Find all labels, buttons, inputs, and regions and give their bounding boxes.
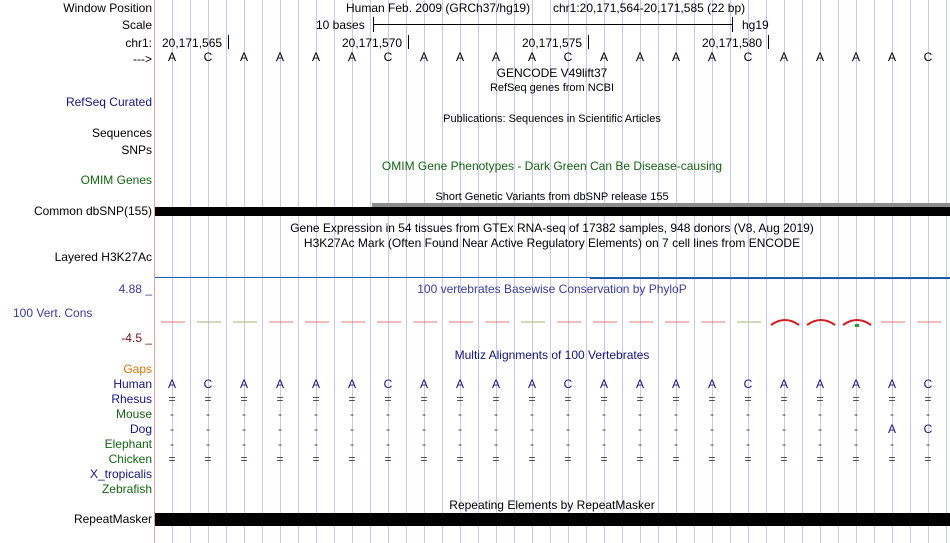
alignment-base: - bbox=[422, 437, 426, 451]
alignment-base: - bbox=[494, 422, 498, 436]
alignment-base: - bbox=[926, 437, 930, 451]
species-label-human[interactable]: Human bbox=[113, 377, 152, 391]
alignment-base: = bbox=[672, 392, 680, 406]
strand-label: ---> bbox=[133, 52, 152, 66]
alignment-base: = bbox=[564, 452, 572, 466]
alignment-base: = bbox=[456, 452, 464, 466]
sequence-base: A bbox=[455, 50, 464, 64]
alignment-base: A bbox=[671, 377, 680, 391]
alignment-base: = bbox=[384, 452, 392, 466]
grid-line bbox=[910, 0, 911, 543]
layered-h3k27ac-label[interactable]: Layered H3K27Ac bbox=[54, 250, 152, 264]
alignment-base: - bbox=[170, 437, 174, 451]
alignment-base: = bbox=[780, 452, 788, 466]
repeatmasker-bar[interactable] bbox=[155, 513, 950, 526]
alignment-base: A bbox=[239, 377, 248, 391]
alignment-base: C bbox=[923, 377, 933, 391]
alignment-base: - bbox=[170, 407, 174, 421]
alignment-base: - bbox=[602, 437, 606, 451]
alignment-base: - bbox=[782, 422, 786, 436]
grid-line bbox=[334, 0, 335, 543]
species-label-dog[interactable]: Dog bbox=[129, 422, 152, 436]
scale-bar bbox=[373, 24, 733, 25]
alignment-base: A bbox=[275, 377, 284, 391]
coord-1: 20,171,565 bbox=[162, 36, 223, 50]
alignment-base: = bbox=[528, 392, 536, 406]
alignment-base: = bbox=[528, 452, 536, 466]
alignment-base: = bbox=[564, 392, 572, 406]
alignment-base: = bbox=[456, 392, 464, 406]
sequence-base: A bbox=[779, 50, 788, 64]
alignment-base: = bbox=[420, 392, 428, 406]
phylop-peak bbox=[807, 320, 835, 325]
alignment-base: = bbox=[312, 392, 320, 406]
alignment-base: A bbox=[311, 377, 320, 391]
alignment-base: - bbox=[566, 407, 570, 421]
alignment-base: A bbox=[779, 377, 788, 391]
gaps-label[interactable]: Gaps bbox=[123, 362, 152, 376]
species-label-elephant[interactable]: Elephant bbox=[104, 437, 152, 451]
grid-line bbox=[874, 0, 875, 543]
sequence-base: A bbox=[635, 50, 644, 64]
sequence-base: C bbox=[203, 50, 213, 64]
alignment-base: = bbox=[744, 452, 752, 466]
grid-line bbox=[946, 0, 947, 543]
alignment-base: C bbox=[563, 377, 573, 391]
alignment-base: = bbox=[204, 392, 212, 406]
sequence-base: A bbox=[275, 50, 284, 64]
alignment-base: - bbox=[206, 422, 210, 436]
alignment-base: - bbox=[206, 407, 210, 421]
alignment-base: A bbox=[491, 377, 500, 391]
alignment-base: - bbox=[530, 437, 534, 451]
alignment-base: - bbox=[242, 437, 246, 451]
grid-line bbox=[838, 0, 839, 543]
alignment-base: A bbox=[887, 422, 896, 436]
chrom-label: chr1: bbox=[125, 36, 152, 50]
alignment-base: = bbox=[888, 452, 896, 466]
multiz-title[interactable]: Multiz Alignments of 100 Vertebrates bbox=[454, 348, 650, 362]
alignment-base: - bbox=[458, 437, 462, 451]
alignment-base: C bbox=[923, 422, 933, 436]
sequence-base: A bbox=[671, 50, 680, 64]
alignment-base: - bbox=[710, 437, 714, 451]
species-label-chicken[interactable]: Chicken bbox=[108, 452, 152, 466]
alignment-base: - bbox=[458, 407, 462, 421]
alignment-base: = bbox=[672, 452, 680, 466]
assembly-text: Human Feb. 2009 (GRCh37/hg19) bbox=[346, 1, 531, 15]
sequence-base: A bbox=[815, 50, 824, 64]
sequence-base: A bbox=[707, 50, 716, 64]
alignment-base: = bbox=[924, 392, 932, 406]
sequence-base: A bbox=[419, 50, 428, 64]
phylop-signal bbox=[155, 312, 950, 332]
alignment-base: - bbox=[494, 407, 498, 421]
alignment-base: = bbox=[780, 392, 788, 406]
omim-title[interactable]: OMIM Gene Phenotypes - Dark Green Can Be Disease-causing bbox=[381, 159, 723, 173]
alignment-base: - bbox=[710, 422, 714, 436]
alignment-base: = bbox=[204, 452, 212, 466]
alignment-base: - bbox=[674, 422, 678, 436]
alignment-base: A bbox=[851, 377, 860, 391]
dbsnp-title[interactable]: Short Genetic Variants from dbSNP release 155 bbox=[435, 191, 669, 203]
alignment-base: A bbox=[599, 377, 608, 391]
gtex-title[interactable]: Gene Expression in 54 tissues from GTEx RNA-seq of 17382 samples, 948 donors (V8, Aug 2019) bbox=[290, 221, 814, 235]
coord-3-tick bbox=[588, 35, 589, 49]
sequence-base: A bbox=[239, 50, 248, 64]
coord-3: 20,171,575 bbox=[522, 36, 583, 50]
repeatmasker-label[interactable]: RepeatMasker bbox=[73, 512, 152, 526]
sequence-base: C bbox=[743, 50, 753, 64]
alignment-base: - bbox=[278, 422, 282, 436]
alignment-base: C bbox=[743, 377, 753, 391]
alignment-base: - bbox=[386, 437, 390, 451]
phylop-title[interactable]: 100 vertebrates Basewise Conservation by PhyloP bbox=[417, 282, 687, 296]
scale-text: 10 bases bbox=[316, 18, 365, 32]
alignment-base: - bbox=[818, 437, 822, 451]
alignment-base: - bbox=[782, 407, 786, 421]
alignment-base: = bbox=[852, 392, 860, 406]
alignment-base: A bbox=[527, 377, 536, 391]
species-label-x_tropicalis[interactable]: X_tropicalis bbox=[89, 467, 152, 481]
alignment-base: - bbox=[494, 437, 498, 451]
sequence-base: C bbox=[563, 50, 573, 64]
grid-line bbox=[226, 0, 227, 543]
image-left-border bbox=[154, 0, 155, 543]
sequence-base: C bbox=[923, 50, 933, 64]
alignment-base: - bbox=[782, 437, 786, 451]
scale-label: Scale bbox=[121, 18, 152, 32]
h3k27-title[interactable]: H3K27Ac Mark (Often Found Near Active Regulatory Elements) on 7 cell lines from ENCODE bbox=[303, 236, 801, 250]
species-label-zebrafish[interactable]: Zebrafish bbox=[101, 482, 152, 496]
sequence-base: A bbox=[527, 50, 536, 64]
alignment-base: - bbox=[566, 437, 570, 451]
alignment-base: - bbox=[566, 422, 570, 436]
alignment-base: = bbox=[276, 452, 284, 466]
grid-line bbox=[370, 0, 371, 543]
sequence-base: A bbox=[491, 50, 500, 64]
sequence-base: A bbox=[851, 50, 860, 64]
alignment-base: = bbox=[312, 452, 320, 466]
alignment-base: A bbox=[707, 377, 716, 391]
alignment-base: C bbox=[383, 377, 393, 391]
alignment-base: - bbox=[422, 422, 426, 436]
alignment-base: - bbox=[890, 437, 894, 451]
alignment-base: = bbox=[420, 452, 428, 466]
alignment-base: A bbox=[419, 377, 428, 391]
species-label-mouse[interactable]: Mouse bbox=[115, 407, 152, 421]
alignment-base: = bbox=[708, 392, 716, 406]
sequence-base: C bbox=[383, 50, 393, 64]
alignment-base: - bbox=[746, 437, 750, 451]
alignment-base: - bbox=[242, 407, 246, 421]
scale-bar-right-tick bbox=[732, 17, 733, 32]
alignment-base: = bbox=[600, 392, 608, 406]
alignment-base: - bbox=[602, 422, 606, 436]
alignment-base: - bbox=[314, 407, 318, 421]
alignment-base: A bbox=[815, 377, 824, 391]
grid-line bbox=[298, 0, 299, 543]
alignment-base: - bbox=[674, 437, 678, 451]
alignment-base: = bbox=[384, 392, 392, 406]
alignment-base: = bbox=[240, 392, 248, 406]
common-dbsnp-label[interactable]: Common dbSNP(155) bbox=[33, 204, 152, 218]
grid-line bbox=[802, 0, 803, 543]
sequence-base: A bbox=[347, 50, 356, 64]
alignment-base: - bbox=[638, 437, 642, 451]
grid-line bbox=[478, 0, 479, 543]
alignment-base: = bbox=[852, 452, 860, 466]
position-text: chr1:20,171,564-20,171,585 (22 bp) bbox=[553, 1, 746, 15]
coord-2-tick bbox=[408, 35, 409, 49]
alignment-base: = bbox=[168, 392, 176, 406]
alignment-base: - bbox=[674, 407, 678, 421]
phylop-peak bbox=[771, 320, 799, 325]
refseq-title[interactable]: RefSeq genes from NCBI bbox=[489, 82, 615, 94]
snps-label[interactable]: SNPs bbox=[121, 143, 152, 157]
alignment-base: - bbox=[458, 422, 462, 436]
publications-title[interactable]: Publications: Sequences in Scientific Articles bbox=[443, 113, 661, 125]
alignment-base: A bbox=[635, 377, 644, 391]
grid-line bbox=[730, 0, 731, 543]
alignment-base: A bbox=[887, 377, 896, 391]
alignment-base: - bbox=[278, 407, 282, 421]
alignment-base: - bbox=[350, 407, 354, 421]
species-label-rhesus[interactable]: Rhesus bbox=[111, 392, 152, 406]
alignment-base: = bbox=[816, 452, 824, 466]
alignment-base: A bbox=[167, 377, 176, 391]
db-text: hg19 bbox=[742, 18, 769, 32]
alignment-base: = bbox=[492, 392, 500, 406]
alignment-base: - bbox=[602, 407, 606, 421]
alignment-base: - bbox=[854, 437, 858, 451]
alignment-base: = bbox=[348, 392, 356, 406]
alignment-base: A bbox=[347, 377, 356, 391]
alignment-base: - bbox=[854, 422, 858, 436]
phylop-dot bbox=[855, 324, 859, 327]
alignment-base: = bbox=[888, 392, 896, 406]
alignment-base: = bbox=[636, 452, 644, 466]
alignment-base: C bbox=[203, 377, 213, 391]
coord-4-tick bbox=[768, 35, 769, 49]
grid-line bbox=[442, 0, 443, 543]
coord-2: 20,171,570 bbox=[342, 36, 403, 50]
alignment-base: - bbox=[386, 407, 390, 421]
coord-1-tick bbox=[228, 35, 229, 49]
alignment-base: - bbox=[530, 422, 534, 436]
alignment-base: = bbox=[276, 392, 284, 406]
alignment-base: = bbox=[924, 452, 932, 466]
window-position-label: Window Position bbox=[63, 1, 152, 15]
alignment-base: - bbox=[746, 407, 750, 421]
alignment-base: - bbox=[350, 422, 354, 436]
alignment-base: - bbox=[710, 407, 714, 421]
sequence-base: A bbox=[599, 50, 608, 64]
h3k27ac-signal-2 bbox=[590, 278, 950, 279]
sequences-label[interactable]: Sequences bbox=[91, 126, 152, 140]
cons-min-label: -4.5 _ bbox=[121, 331, 152, 345]
dbsnp-bar-gray[interactable] bbox=[372, 203, 950, 207]
alignment-base: - bbox=[170, 422, 174, 436]
alignment-base: - bbox=[818, 422, 822, 436]
grid-line bbox=[694, 0, 695, 543]
alignment-base: = bbox=[636, 392, 644, 406]
alignment-base: - bbox=[530, 407, 534, 421]
grid-line bbox=[622, 0, 623, 543]
grid-line bbox=[766, 0, 767, 543]
alignment-base: A bbox=[455, 377, 464, 391]
alignment-base: - bbox=[314, 437, 318, 451]
alignment-base: - bbox=[890, 407, 894, 421]
dbsnp-bar[interactable] bbox=[155, 207, 950, 216]
vert-cons-label[interactable]: 100 Vert. Cons bbox=[13, 306, 93, 320]
alignment-base: - bbox=[242, 422, 246, 436]
alignment-base: - bbox=[638, 407, 642, 421]
coord-4: 20,171,580 bbox=[702, 36, 763, 50]
alignment-base: - bbox=[854, 407, 858, 421]
alignment-base: = bbox=[816, 392, 824, 406]
refseq-curated-label[interactable]: RefSeq Curated bbox=[65, 95, 152, 109]
alignment-base: = bbox=[492, 452, 500, 466]
alignment-base: - bbox=[422, 407, 426, 421]
alignment-base: - bbox=[314, 422, 318, 436]
alignment-base: = bbox=[168, 452, 176, 466]
gencode-title[interactable]: GENCODE V49lift37 bbox=[496, 66, 608, 80]
alignment-base: - bbox=[746, 422, 750, 436]
sequence-base: A bbox=[311, 50, 320, 64]
cons-max-label: 4.88 _ bbox=[118, 282, 152, 296]
alignment-base: = bbox=[240, 452, 248, 466]
sequence-base: A bbox=[887, 50, 896, 64]
grid-line bbox=[658, 0, 659, 543]
scale-bar-left-tick bbox=[373, 17, 374, 32]
alignment-base: = bbox=[744, 392, 752, 406]
grid-line bbox=[406, 0, 407, 543]
omim-genes-label[interactable]: OMIM Genes bbox=[80, 173, 152, 187]
grid-line bbox=[262, 0, 263, 543]
alignment-base: - bbox=[350, 437, 354, 451]
alignment-base: - bbox=[386, 422, 390, 436]
sequence-base: A bbox=[167, 50, 176, 64]
alignment-base: = bbox=[708, 452, 716, 466]
alignment-base: - bbox=[818, 407, 822, 421]
alignment-base: - bbox=[926, 407, 930, 421]
alignment-base: = bbox=[600, 452, 608, 466]
alignment-base: - bbox=[278, 437, 282, 451]
repeatmasker-title[interactable]: Repeating Elements by RepeatMasker bbox=[449, 498, 655, 512]
alignment-base: - bbox=[638, 422, 642, 436]
alignment-base: = bbox=[348, 452, 356, 466]
grid-line bbox=[190, 0, 191, 543]
alignment-base: - bbox=[206, 437, 210, 451]
